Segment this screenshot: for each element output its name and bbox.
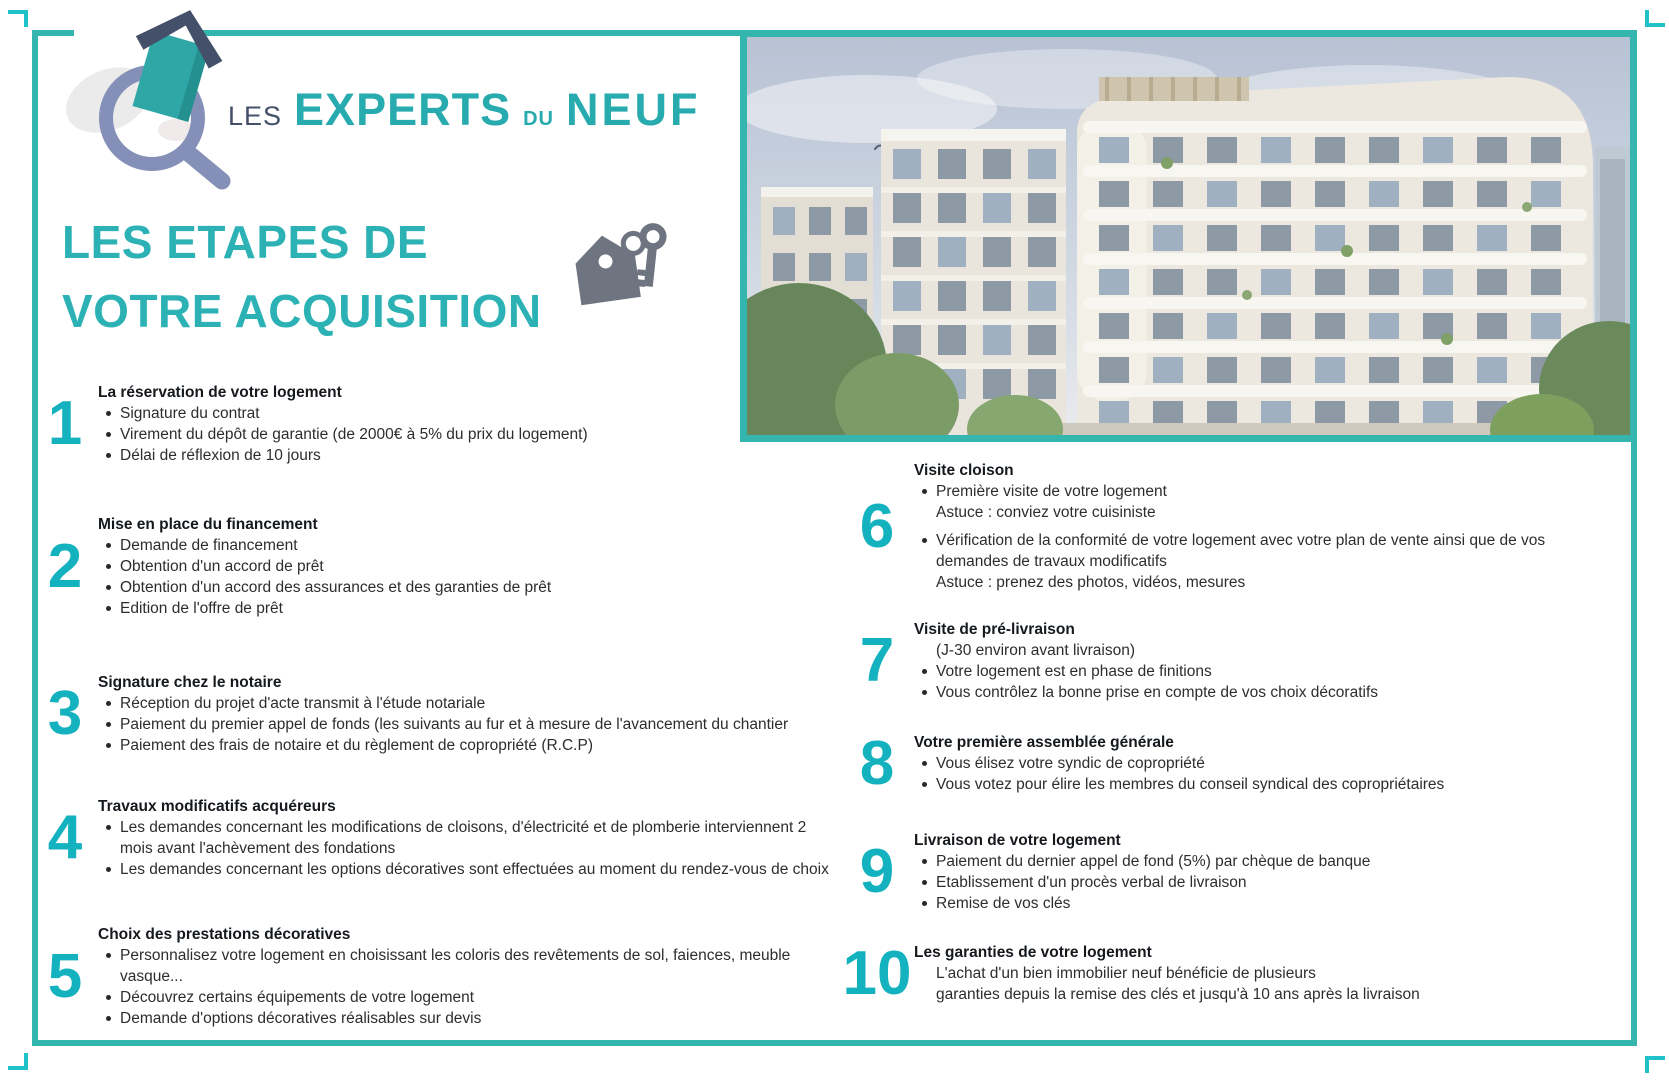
step-number: 1 <box>47 389 83 458</box>
frame-left <box>32 30 38 1046</box>
brand-experts: EXPERTS <box>294 84 512 135</box>
step-8 <box>840 728 1640 798</box>
step-number: 9 <box>859 837 895 906</box>
step-4 <box>44 796 850 880</box>
step-number: 2 <box>47 531 83 601</box>
step-items <box>914 640 1640 703</box>
step-items <box>914 963 1640 1005</box>
page-title-line2: VOTRE ACQUISITION <box>62 285 542 337</box>
step-item: Vérification de la conformité de votre logement avec votre plan de vente ainsi que de vos demandes de travaux modificatifs <box>914 530 1640 572</box>
step-heading: La réservation de votre logement <box>98 384 342 401</box>
step-10 <box>840 938 1640 1008</box>
step-item: Délai de réflexion de 10 jours <box>98 445 850 466</box>
step-heading: Visite cloison <box>914 462 1014 479</box>
step-3 <box>44 672 850 756</box>
step-item: Première visite de votre logement <box>914 481 1640 502</box>
step-item: Obtention d'un accord des assurances et des garanties de prêt <box>98 577 850 598</box>
step-items <box>914 753 1640 795</box>
step-item-note: L'achat d'un bien immobilier neuf bénéficie de plusieurs <box>936 965 1316 982</box>
corner-mark-bottom-left <box>8 1053 28 1070</box>
step-heading: Choix des prestations décoratives <box>98 926 351 943</box>
step-number: 3 <box>47 679 83 748</box>
step-number: 6 <box>859 491 895 561</box>
brand-wordmark <box>228 84 701 136</box>
step-item: Découvrez certains équipements de votre logement <box>98 987 850 1008</box>
step-item: Vous votez pour élire les membres du conseil syndical des copropriétaires <box>914 774 1640 795</box>
step-item: Obtention d'un accord de prêt <box>98 556 850 577</box>
step-items <box>98 945 850 1029</box>
brand-neuf: NEUF <box>566 84 701 135</box>
house-keys-icon <box>556 216 676 312</box>
frame-bottom <box>32 1040 1637 1046</box>
step-number: 4 <box>47 803 83 872</box>
page-title-line1: LES ETAPES DE <box>62 216 429 268</box>
step-1 <box>44 382 850 466</box>
step-6 <box>840 460 1640 593</box>
step-number: 7 <box>859 626 895 695</box>
step-heading: Travaux modificatifs acquéreurs <box>98 798 336 815</box>
step-item: Signature du contrat <box>98 403 850 424</box>
step-9 <box>840 830 1640 914</box>
step-heading: Votre première assemblée générale <box>914 734 1174 751</box>
step-items <box>914 481 1640 593</box>
step-items <box>98 535 850 619</box>
step-item: Paiement du dernier appel de fond (5%) par chèque de banque <box>914 851 1640 872</box>
step-heading: Visite de pré-livraison <box>914 621 1075 638</box>
step-2 <box>44 514 850 619</box>
step-item: Paiement du premier appel de fonds (les suivants au fur et à mesure de l'avancement du chantier <box>98 714 850 735</box>
step-item: Vous contrôlez la bonne prise en compte de vos choix décoratifs <box>914 682 1640 703</box>
step-number: 10 <box>842 938 912 1008</box>
step-item: Les demandes concernant les options décoratives sont effectuées au moment du rendez-vous de choix <box>98 859 850 880</box>
page-title <box>62 208 542 346</box>
step-item: Vous élisez votre syndic de copropriété <box>914 753 1640 774</box>
step-heading: Mise en place du financement <box>98 516 318 533</box>
step-items <box>98 403 850 466</box>
building-photo-illustration <box>747 37 1630 435</box>
step-items <box>914 851 1640 914</box>
corner-mark-top-right <box>1645 10 1665 27</box>
building-photo <box>740 30 1637 442</box>
brand-les: LES <box>228 101 283 131</box>
step-item: Votre logement est en phase de finitions <box>914 661 1640 682</box>
step-7 <box>840 619 1640 703</box>
step-number: 5 <box>47 941 83 1011</box>
step-items <box>98 693 850 756</box>
step-item: Demande de financement <box>98 535 850 556</box>
step-number: 8 <box>859 728 895 798</box>
step-item: Paiement des frais de notaire et du règlement de copropriété (R.C.P) <box>98 735 850 756</box>
step-item-note: (J-30 environ avant livraison) <box>936 642 1136 659</box>
corner-mark-bottom-right <box>1645 1056 1665 1073</box>
step-item: Réception du projet d'acte transmit à l'étude notariale <box>98 693 850 714</box>
step-item: Edition de l'offre de prêt <box>98 598 850 619</box>
step-5 <box>44 924 850 1029</box>
step-item-tip: Astuce : prenez des photos, vidéos, mesures <box>936 574 1246 591</box>
brand-du: DU <box>523 108 554 130</box>
step-item-tip: Astuce : conviez votre cuisiniste <box>936 504 1156 521</box>
step-item: Virement du dépôt de garantie (de 2000€ à 5% du prix du logement) <box>98 424 850 445</box>
step-items <box>98 817 850 880</box>
step-heading: Livraison de votre logement <box>914 832 1121 849</box>
step-item: Demande d'options décoratives réalisables sur devis <box>98 1008 850 1029</box>
step-item-note: garanties depuis la remise des clés et jusqu'à 10 ans après la livraison <box>936 986 1420 1003</box>
corner-mark-top-left <box>8 10 28 27</box>
step-item: Remise de vos clés <box>914 893 1640 914</box>
step-item: Personnalisez votre logement en choisissant les coloris des revêtements de sol, faiences, meuble vasque... <box>98 945 850 987</box>
step-heading: Les garanties de votre logement <box>914 944 1152 961</box>
step-item: Les demandes concernant les modifications de cloisons, d'électricité et de plomberie interviennent 2 mois avant l'achèvement des fondations <box>98 817 850 859</box>
step-heading: Signature chez le notaire <box>98 674 282 691</box>
step-item: Etablissement d'un procès verbal de livraison <box>914 872 1640 893</box>
